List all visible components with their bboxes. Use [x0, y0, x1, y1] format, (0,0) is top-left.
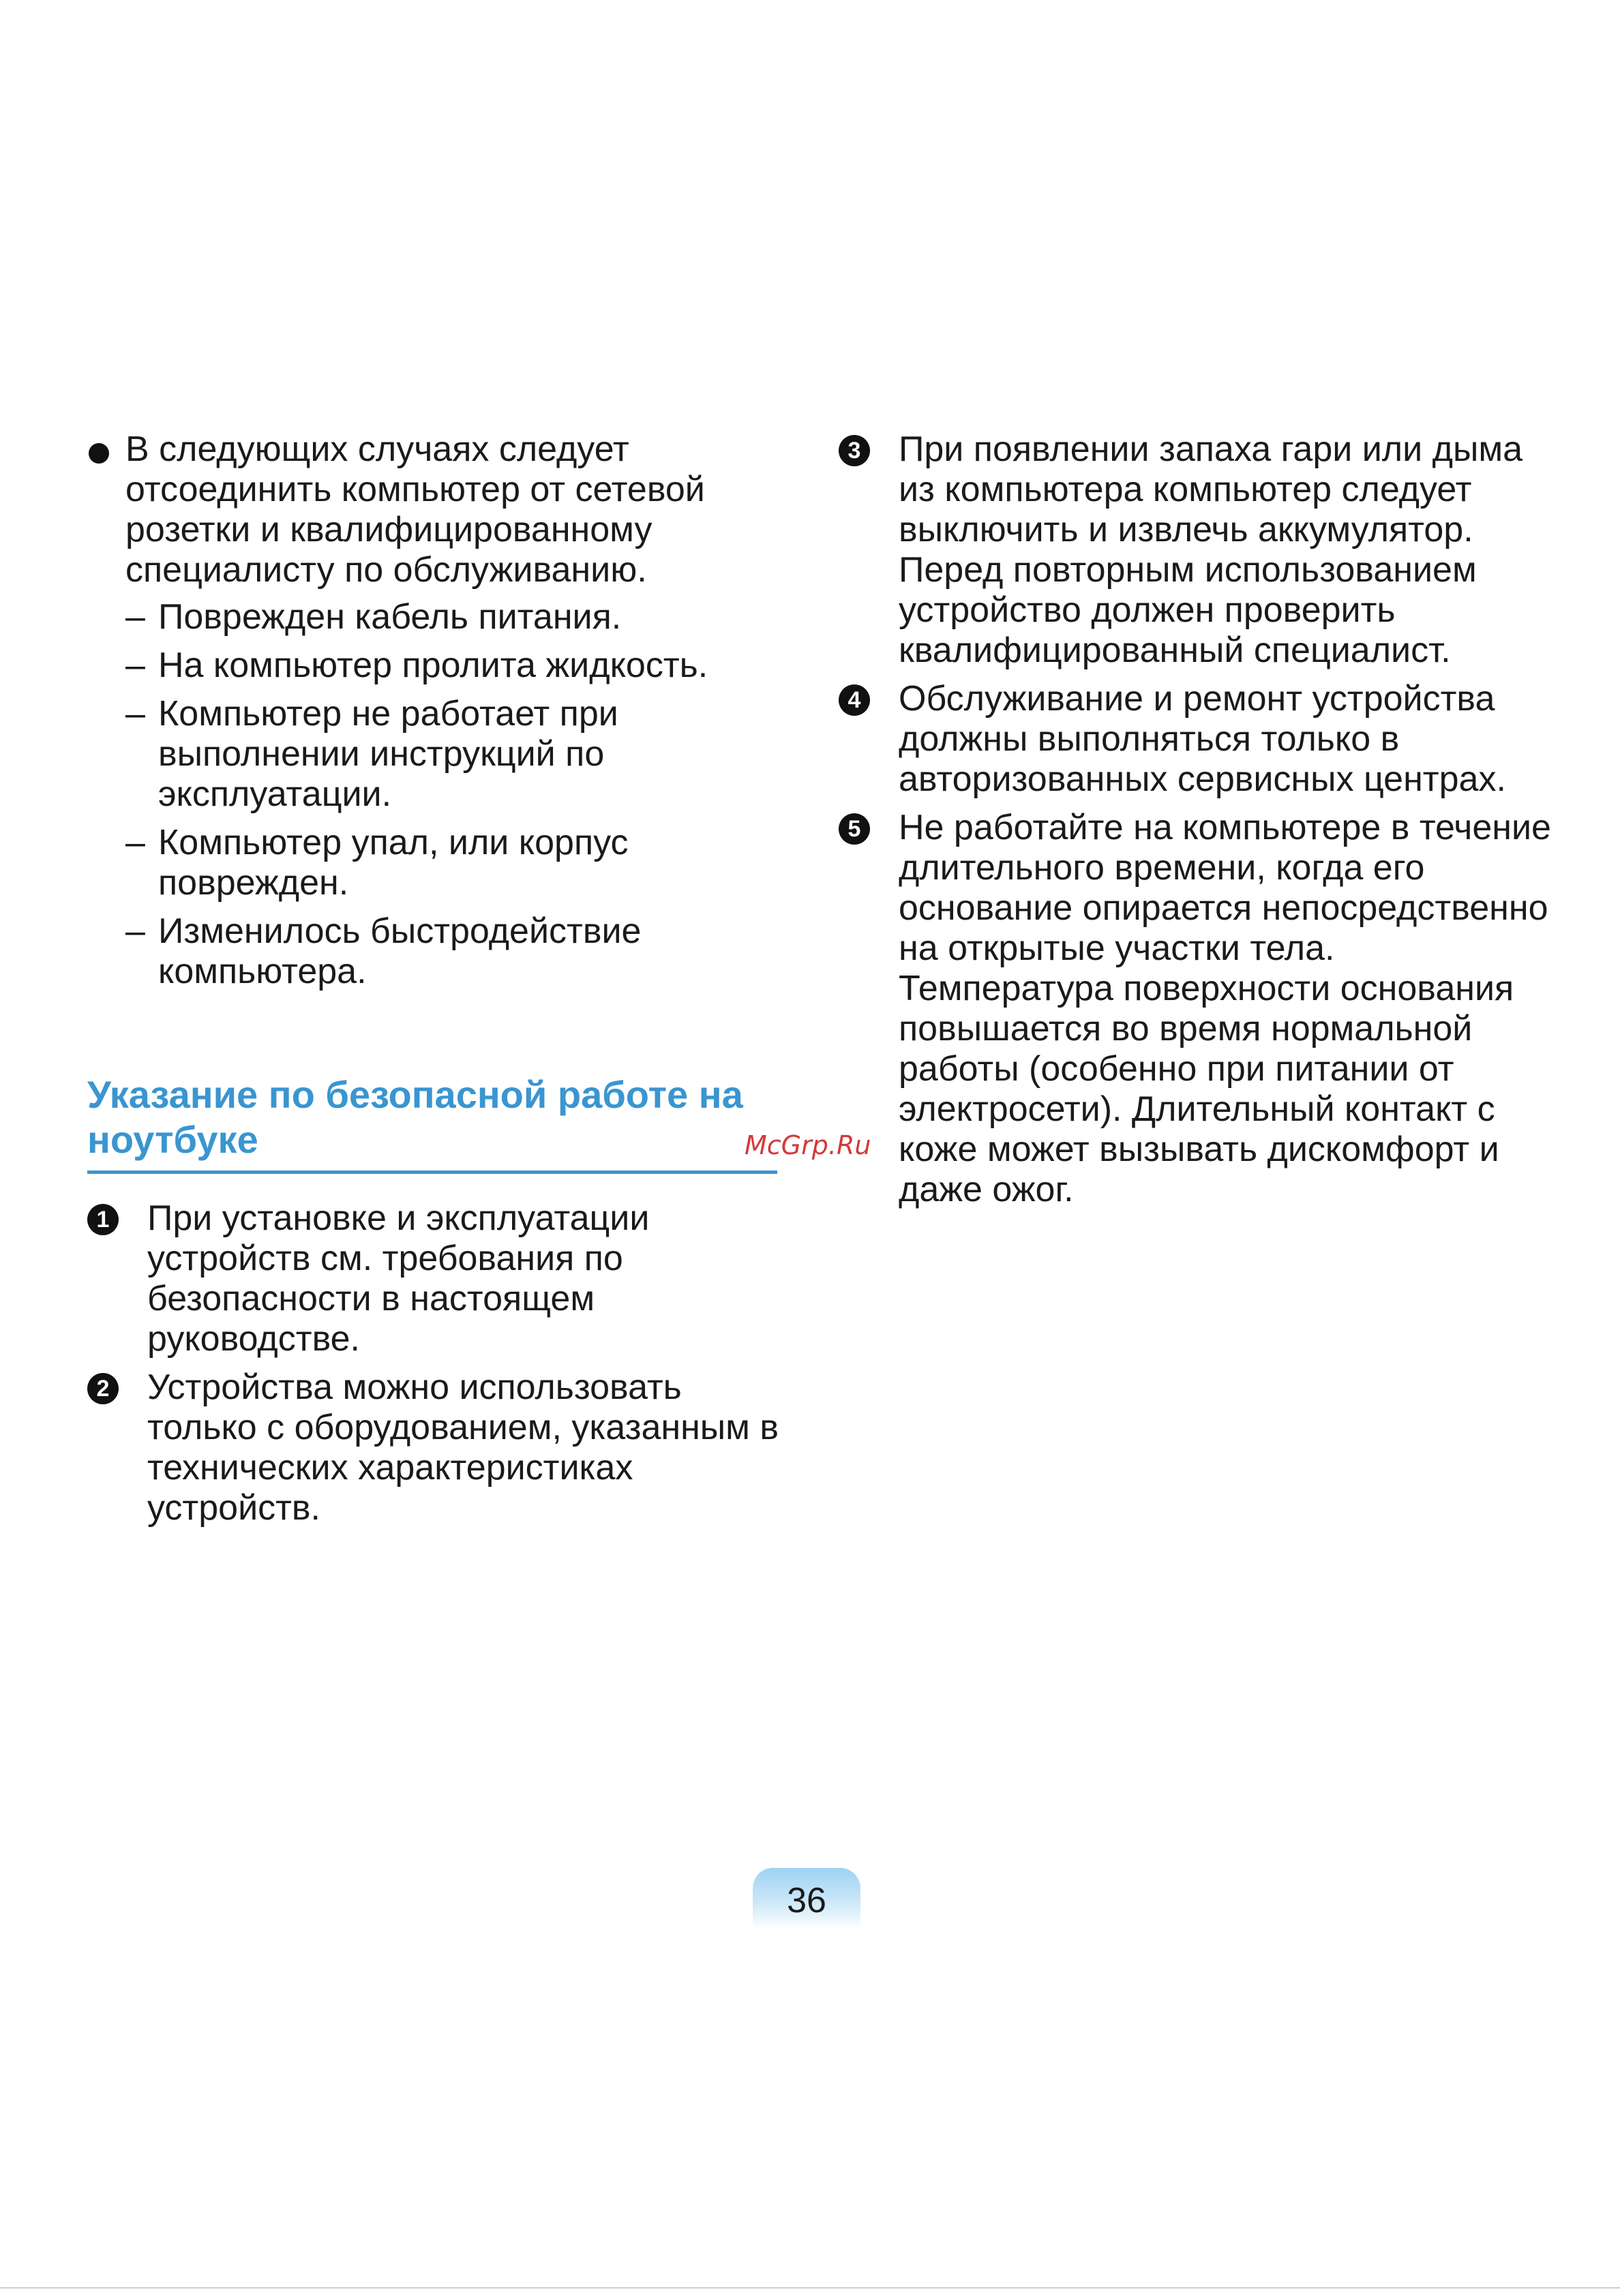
item-text: Не работайте на компьютере в течение длительного времени, когда его основание опирается непосредственно на открытые участки тела. Температура поверхности основания повышается во время нормальной работы (особенно при питании от электросети). Длительный контакт с коже может вызывать дискомфорт и даже ожог.: [899, 808, 1551, 1209]
list-item: [87, 646, 783, 686]
number-5-icon: 5: [839, 813, 870, 845]
case-text: Поврежден кабель питания.: [158, 597, 622, 637]
watermark: McGrp.Ru: [745, 1130, 871, 1160]
safety-list-left: [87, 1198, 783, 1528]
cases-list: [87, 597, 783, 992]
bottom-divider: [0, 2287, 1620, 2289]
dash-mark: –: [125, 911, 145, 951]
list-item: [87, 597, 783, 637]
item-text: Устройства можно использовать только с оборудованием, указанным в технических характеристиках устройств.: [147, 1368, 779, 1528]
item-text: При установке и эксплуатации устройств см. требования по безопасности в настоящем руководстве.: [147, 1198, 650, 1359]
list-item: [839, 808, 1555, 1210]
disconnect-notice: [87, 429, 783, 590]
dash-mark: –: [125, 646, 145, 685]
list-item: [839, 679, 1555, 800]
number-2-icon: 2: [87, 1373, 119, 1404]
case-text: Компьютер не работает при выполнении инструкций по эксплуатации.: [158, 694, 618, 814]
list-item: [87, 911, 783, 992]
right-column: [839, 429, 1555, 1218]
case-text: Компьютер упал, или корпус поврежден.: [158, 823, 629, 903]
number-1-icon: 1: [87, 1204, 119, 1235]
dash-mark: –: [125, 597, 145, 637]
item-text: Обслуживание и ремонт устройства должны выполняться только в авторизованных сервисных центрах.: [899, 679, 1506, 799]
number-4-icon: 4: [839, 684, 870, 716]
list-item: [87, 1198, 783, 1359]
page-number-tab: [753, 1868, 860, 1929]
page-number: 36: [787, 1881, 826, 1920]
dash-mark: –: [125, 694, 145, 734]
safety-list-right: [839, 429, 1555, 1210]
list-item: [87, 823, 783, 903]
list-item: [87, 1368, 783, 1528]
item-text: При появлении запаха гари или дыма из компьютера компьютер следует выключить и извлечь аккумулятор. Перед повторным использованием устройство должен проверить квалифицированный специалист.: [899, 429, 1523, 670]
number-3-icon: 3: [839, 435, 870, 466]
dash-mark: –: [125, 823, 145, 862]
case-text: Изменилось быстродействие компьютера.: [158, 911, 642, 991]
case-text: На компьютер пролита жидкость.: [158, 646, 708, 685]
disconnect-intro: В следующих случаях следует отсоединить компьютер от сетевой розетки и квалифицированному специалисту по обслуживанию.: [125, 429, 705, 590]
list-item: [839, 429, 1555, 671]
section-title: Указание по безопасной работе на ноутбуке: [87, 1072, 777, 1174]
left-column: [87, 429, 783, 1537]
bullet-dot-icon: [89, 443, 109, 464]
list-item: [87, 694, 783, 815]
